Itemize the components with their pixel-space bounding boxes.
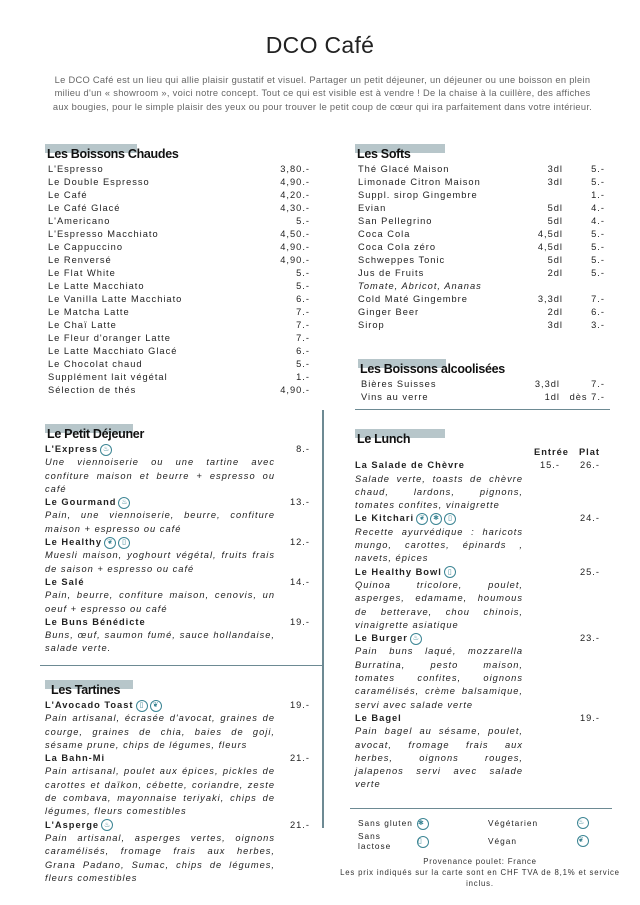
dish-price: 12.- xyxy=(289,537,310,548)
lactose-free-icon: ▯ xyxy=(444,566,456,578)
menu-item xyxy=(45,163,310,176)
dish-description: Une viennoiserie ou une tartine avec confiture maison et beurre + espresso ou café xyxy=(45,457,275,494)
menu-dish xyxy=(45,819,310,885)
dish-name-wrap xyxy=(355,632,520,645)
lactose-free-icon: ▯ xyxy=(417,836,429,848)
section-header xyxy=(45,424,310,441)
item-price: 5.- xyxy=(296,359,310,369)
menu-item xyxy=(45,384,310,397)
dish-description: Muesli maison, yoghourt végétal, fruits frais de saison + espresso ou café xyxy=(45,550,275,574)
item-price: 5.- xyxy=(591,164,605,174)
item-name: Supplément lait végétal xyxy=(48,372,168,382)
dish-description: Pain artisanal, écrasée d'avocat, graines de courge, graines de chia, baies de goji, sésame prune, chips de légumes, fleurs xyxy=(45,713,275,750)
item-price: 5.- xyxy=(591,229,605,239)
menu-item xyxy=(45,189,310,202)
item-price: 5.- xyxy=(296,216,310,226)
dish-name-wrap xyxy=(45,699,250,712)
dish-header xyxy=(45,699,310,712)
section-tartines xyxy=(45,680,310,885)
menu-dish xyxy=(45,496,310,536)
item-price: 5.- xyxy=(591,255,605,265)
dish-description: Buns, œuf, saumon fumé, sauce hollandaise, salade verte. xyxy=(45,630,275,654)
dish-description: Pain, beurre, confiture maison, cenovis, un oeuf + espresso ou café xyxy=(45,590,275,614)
menu-item xyxy=(45,202,310,215)
item-quantity: 5dl xyxy=(547,216,563,226)
item-price: 4.- xyxy=(591,216,605,226)
dish-name-wrap xyxy=(45,819,250,832)
item-price: 4,50.- xyxy=(280,229,310,239)
vegetarian-icon: ♨ xyxy=(118,497,130,509)
menu-item xyxy=(355,241,605,254)
dish-name: Le Healthy xyxy=(45,537,103,548)
gluten-free-icon: ✱ xyxy=(430,513,442,525)
section-title: Les Boissons Chaudes xyxy=(47,147,179,161)
item-name: Coca Cola zéro xyxy=(358,242,437,252)
vegetarian-icon: ♨ xyxy=(101,819,113,831)
lactose-free-icon: ▯ xyxy=(118,537,130,549)
item-price: 7.- xyxy=(296,333,310,343)
dish-price-plat: 25.- xyxy=(579,566,600,577)
item-name: Tomate, Abricot, Ananas xyxy=(358,281,482,291)
item-quantity: 2dl xyxy=(547,307,563,317)
lactose-free-icon: ▯ xyxy=(136,700,148,712)
item-price: 7.- xyxy=(296,307,310,317)
item-name: Sélection de thés xyxy=(48,385,137,395)
menu-dish xyxy=(45,752,310,818)
item-price: 5.- xyxy=(591,177,605,187)
item-price: 5.- xyxy=(296,281,310,291)
dish-description: Quinoa tricolore, poulet, asperges, edamame, houmous de betterave, chou chinois, vinaigrette asiatique xyxy=(355,579,523,630)
section-header xyxy=(358,359,605,376)
item-name: Le Latte Macchiato Glacé xyxy=(48,346,178,356)
dish-header xyxy=(355,712,600,725)
dish-name: Le Salé xyxy=(45,576,85,587)
dish-name: L'Avocado Toast xyxy=(45,700,134,710)
dish-name-wrap xyxy=(45,536,250,549)
item-price: 6.- xyxy=(296,346,310,356)
dish-price: 21.- xyxy=(289,753,310,764)
dish-header xyxy=(45,443,310,456)
menu-item xyxy=(355,228,605,241)
item-quantity: 2dl xyxy=(547,268,563,278)
dish-name-wrap xyxy=(355,712,520,725)
section-boissons-chaudes xyxy=(45,144,310,397)
dish-price: 8.- xyxy=(296,444,310,454)
dish-price: 13.- xyxy=(289,497,310,508)
item-price: 7.- xyxy=(591,294,605,304)
dish-name: L'Asperge xyxy=(45,819,100,830)
vegan-icon: ❦ xyxy=(104,537,116,549)
dish-price: 19.- xyxy=(289,700,310,710)
dish-name-wrap xyxy=(45,496,250,509)
dish-header xyxy=(355,566,600,579)
item-quantity: 3,3dl xyxy=(534,379,560,389)
legend-vegetarian: Végétarien xyxy=(488,818,539,828)
intro-text: Le DCO Café est un lieu qui allie plaisir gustatif et visuel. Partager un petit déjeuner, un déjeuner ou une boisson en plein milieu d'un « showroom », voici notre concept. Tout ce qui est visible est à vendre ! De la chaise à la cuillère, des affiches aux bougies, pour le simple plaisir des yeux ou pour trouver le petit coup de cœur qui ira parfaitement dans votre intérieur. xyxy=(52,75,593,112)
item-price: 1.- xyxy=(591,190,605,200)
dish-name: Le Bagel xyxy=(355,712,402,723)
item-name: San Pellegrino xyxy=(358,216,433,226)
section-title: Le Lunch xyxy=(357,432,411,446)
item-price: 1.- xyxy=(296,372,310,382)
menu-item xyxy=(358,391,605,404)
dish-header xyxy=(45,536,310,549)
item-price: 4,90.- xyxy=(280,255,310,265)
item-price: 4,20.- xyxy=(280,190,310,200)
dish-header xyxy=(45,752,310,765)
item-name: Suppl. sirop Gingembre xyxy=(358,190,478,200)
item-name: Cold Maté Gingembre xyxy=(358,294,468,304)
dish-header xyxy=(355,512,600,525)
dish-name-wrap xyxy=(45,616,250,629)
item-name: Le Vanilla Latte Macchiato xyxy=(48,294,183,304)
item-price xyxy=(563,280,605,293)
menu-item xyxy=(45,241,310,254)
item-name: Le Renversé xyxy=(48,255,112,265)
section-title: Les Tartines xyxy=(51,683,121,697)
menu-dish xyxy=(45,576,310,616)
dish-name: Le Kitchari xyxy=(355,513,415,524)
menu-item xyxy=(358,378,605,391)
vegan-icon: ❦ xyxy=(416,513,428,525)
dish-price-plat: 24.- xyxy=(579,513,600,524)
dish-name: La Salade de Chèvre xyxy=(355,460,465,471)
menu-item xyxy=(45,293,310,306)
item-price: 4,90.- xyxy=(280,385,310,395)
menu-dish xyxy=(45,536,310,576)
menu-dish xyxy=(45,616,310,656)
menu-item xyxy=(45,215,310,228)
legend-gluten: Sans gluten xyxy=(358,818,413,828)
item-quantity: 5dl xyxy=(547,255,563,265)
dish-header xyxy=(355,632,600,645)
menu-item xyxy=(45,176,310,189)
item-name: Le Matcha Latte xyxy=(48,307,130,317)
item-price: 5.- xyxy=(591,268,605,278)
item-name: Vins au verre xyxy=(361,392,429,402)
section-lunch xyxy=(355,429,600,792)
section-header xyxy=(355,144,605,161)
menu-item xyxy=(355,280,605,293)
dish-description: Pain, une viennoiserie, beurre, confiture maison + espresso ou café xyxy=(45,510,275,534)
column-plat: Plat xyxy=(578,447,600,457)
dish-price-plat: 23.- xyxy=(579,633,600,644)
menu-dish xyxy=(355,712,600,792)
item-name: Bières Suisses xyxy=(361,379,437,389)
item-name: L'Espresso Macchiato xyxy=(48,229,159,239)
item-name: Le Café xyxy=(48,190,88,200)
item-quantity: 3,3dl xyxy=(537,294,563,304)
section-boissons-alcoolisees xyxy=(358,359,605,404)
legend-vegan: Végan xyxy=(488,836,517,846)
menu-item xyxy=(45,267,310,280)
menu-item xyxy=(355,293,605,306)
section-title: Les Softs xyxy=(357,147,411,161)
item-name: Evian xyxy=(358,203,387,213)
item-name: Thé Glacé Maison xyxy=(358,164,450,174)
menu-item xyxy=(355,189,605,202)
item-quantity: 3dl xyxy=(547,177,563,187)
dish-header xyxy=(45,616,310,629)
menu-dish xyxy=(355,566,600,632)
vegan-icon: ❦ xyxy=(577,835,589,847)
item-name: Ginger Beer xyxy=(358,307,420,317)
section-title: Le Petit Déjeuner xyxy=(47,427,145,441)
section-header xyxy=(45,680,310,697)
item-price: 7.- xyxy=(296,320,310,330)
menu-item xyxy=(45,306,310,319)
gluten-free-icon: ✱ xyxy=(417,818,429,830)
legend-lactose: Sans lactose xyxy=(358,831,392,851)
item-price: 7.- xyxy=(591,379,605,389)
divider xyxy=(40,665,322,666)
dish-description: Salade verte, toasts de chèvre chaud, lardons, pignons, tomates confites, vinaigrette xyxy=(355,473,523,511)
dish-name-wrap xyxy=(355,512,520,525)
item-price: 5.- xyxy=(591,242,605,252)
chicken-origin: Provenance poulet: France xyxy=(423,857,537,866)
item-price: 4,90.- xyxy=(280,177,310,187)
item-name: Le Café Glacé xyxy=(48,203,121,213)
item-name: Le Cappuccino xyxy=(48,242,124,252)
vegetarian-icon: ♨ xyxy=(100,444,112,456)
menu-item xyxy=(355,319,605,332)
item-name: Coca Cola xyxy=(358,229,411,239)
dish-name: Le Healthy Bowl xyxy=(355,566,442,577)
dish-name-wrap xyxy=(355,459,520,472)
menu-dish xyxy=(45,443,310,496)
item-quantity xyxy=(508,189,563,202)
menu-dish xyxy=(355,512,600,565)
item-quantity: 4,5dl xyxy=(537,242,563,252)
dish-description: Pain buns laqué, mozzarella Burratina, pesto maison, tomates confites, oignons caramélisés, crème balsamique, servi avec salade verte xyxy=(355,646,523,710)
price-note: Les prix indiqués sur la carte sont en CHF TVA de 8,1% et service inclus. xyxy=(340,868,620,888)
dish-name-wrap xyxy=(45,752,250,765)
item-quantity: 4,5dl xyxy=(537,229,563,239)
item-price: 4,90.- xyxy=(280,242,310,252)
dish-name-wrap xyxy=(355,566,520,579)
menu-item xyxy=(45,371,310,384)
item-price: 3,80.- xyxy=(280,164,310,174)
section-title: Les Boissons alcoolisées xyxy=(360,362,505,376)
divider xyxy=(355,409,610,410)
dish-name: Le Buns Bénédicte xyxy=(45,616,146,627)
item-price: dès 7.- xyxy=(569,392,605,402)
vegan-icon: ❦ xyxy=(150,700,162,712)
dish-price: 14.- xyxy=(289,576,310,587)
dish-description: Pain artisanal, asperges vertes, oignons caramélisés, fromage frais aux herbes, Grana Padano, Sumac, chips de légumes, fleurs comestibles xyxy=(45,832,275,883)
dish-price-plat: 26.- xyxy=(579,460,600,471)
dish-name-wrap xyxy=(45,443,250,456)
item-name: L'Espresso xyxy=(48,164,104,174)
menu-dish xyxy=(355,459,600,512)
menu-item xyxy=(355,306,605,319)
menu-item xyxy=(45,280,310,293)
section-softs xyxy=(355,144,605,332)
item-price: 6.- xyxy=(591,307,605,317)
dish-price: 21.- xyxy=(289,819,310,830)
divider xyxy=(350,808,612,809)
item-name: Le Chocolat chaud xyxy=(48,359,143,369)
dish-description: Pain artisanal, poulet aux épices, pickles de carottes et daïkon, cébette, coriandre, zeste de combava, mayonnaise teriyaki, chips de légumes, fleurs comestibles xyxy=(45,766,275,817)
dish-name: L'Express xyxy=(45,444,99,454)
item-name: Schweppes Tonic xyxy=(358,255,446,265)
menu-item xyxy=(45,345,310,358)
item-price: 6.- xyxy=(296,294,310,304)
item-name: L'Americano xyxy=(48,216,111,226)
item-name: Le Latte Macchiato xyxy=(48,281,145,291)
item-name: Sirop xyxy=(358,320,385,330)
menu-item xyxy=(45,228,310,241)
dish-name-wrap xyxy=(45,576,250,589)
menu-item xyxy=(355,254,605,267)
menu-item xyxy=(355,202,605,215)
dish-header xyxy=(45,576,310,589)
diet-legend xyxy=(358,814,608,850)
item-name: Limonade Citron Maison xyxy=(358,177,481,187)
item-price: 4.- xyxy=(591,203,605,213)
item-quantity: 5dl xyxy=(547,203,563,213)
section-petit-dejeuner xyxy=(45,424,310,656)
dish-header xyxy=(355,459,600,472)
dish-header xyxy=(45,819,310,832)
vegetarian-icon: ♨ xyxy=(410,633,422,645)
item-name: Le Double Espresso xyxy=(48,177,150,187)
lunch-column-headers xyxy=(355,446,600,459)
menu-item xyxy=(45,332,310,345)
menu-item xyxy=(45,319,310,332)
dish-price: 19.- xyxy=(289,616,310,627)
dish-header xyxy=(45,496,310,509)
vegetarian-icon: ♨ xyxy=(577,817,589,829)
menu-item xyxy=(355,267,605,280)
item-quantity: 3dl xyxy=(547,320,563,330)
menu-item xyxy=(45,254,310,267)
item-name: Le Chaï Latte xyxy=(48,320,117,330)
dish-description: Recette ayurvédique : haricots mungo, carottes, épinards , navets, épices xyxy=(355,526,523,564)
vertical-divider xyxy=(322,410,324,828)
dish-price-entree: 15.- xyxy=(539,460,560,471)
item-quantity xyxy=(508,280,563,293)
section-header xyxy=(355,429,600,446)
item-quantity: 1dl xyxy=(544,392,560,402)
dish-price-plat: 19.- xyxy=(579,712,600,723)
menu-dish xyxy=(45,699,310,752)
item-name: Le Flat White xyxy=(48,268,116,278)
section-header xyxy=(45,144,310,161)
item-price: 4,30.- xyxy=(280,203,310,213)
item-name: Le Fleur d'oranger Latte xyxy=(48,333,171,343)
item-price: 3.- xyxy=(591,320,605,330)
page-title: DCO Café xyxy=(265,32,375,58)
column-entree: Entrée xyxy=(534,447,569,457)
menu-item xyxy=(355,215,605,228)
menu-item xyxy=(45,358,310,371)
item-quantity: 3dl xyxy=(547,164,563,174)
item-price: 5.- xyxy=(296,268,310,278)
dish-description: Pain bagel au sésame, poulet, avocat, fromage frais aux herbes, oignons rouges, jalapenos servi avec salade verte xyxy=(355,726,523,790)
menu-item xyxy=(355,176,605,189)
item-name: Jus de Fruits xyxy=(358,268,425,278)
lactose-free-icon: ▯ xyxy=(444,513,456,525)
dish-name: Le Gourmand xyxy=(45,497,117,508)
dish-name: Le Burger xyxy=(355,633,408,644)
footer-notes xyxy=(340,856,620,889)
menu-item xyxy=(355,163,605,176)
dish-name: La Bahn-Mi xyxy=(45,753,106,764)
menu-dish xyxy=(355,632,600,712)
